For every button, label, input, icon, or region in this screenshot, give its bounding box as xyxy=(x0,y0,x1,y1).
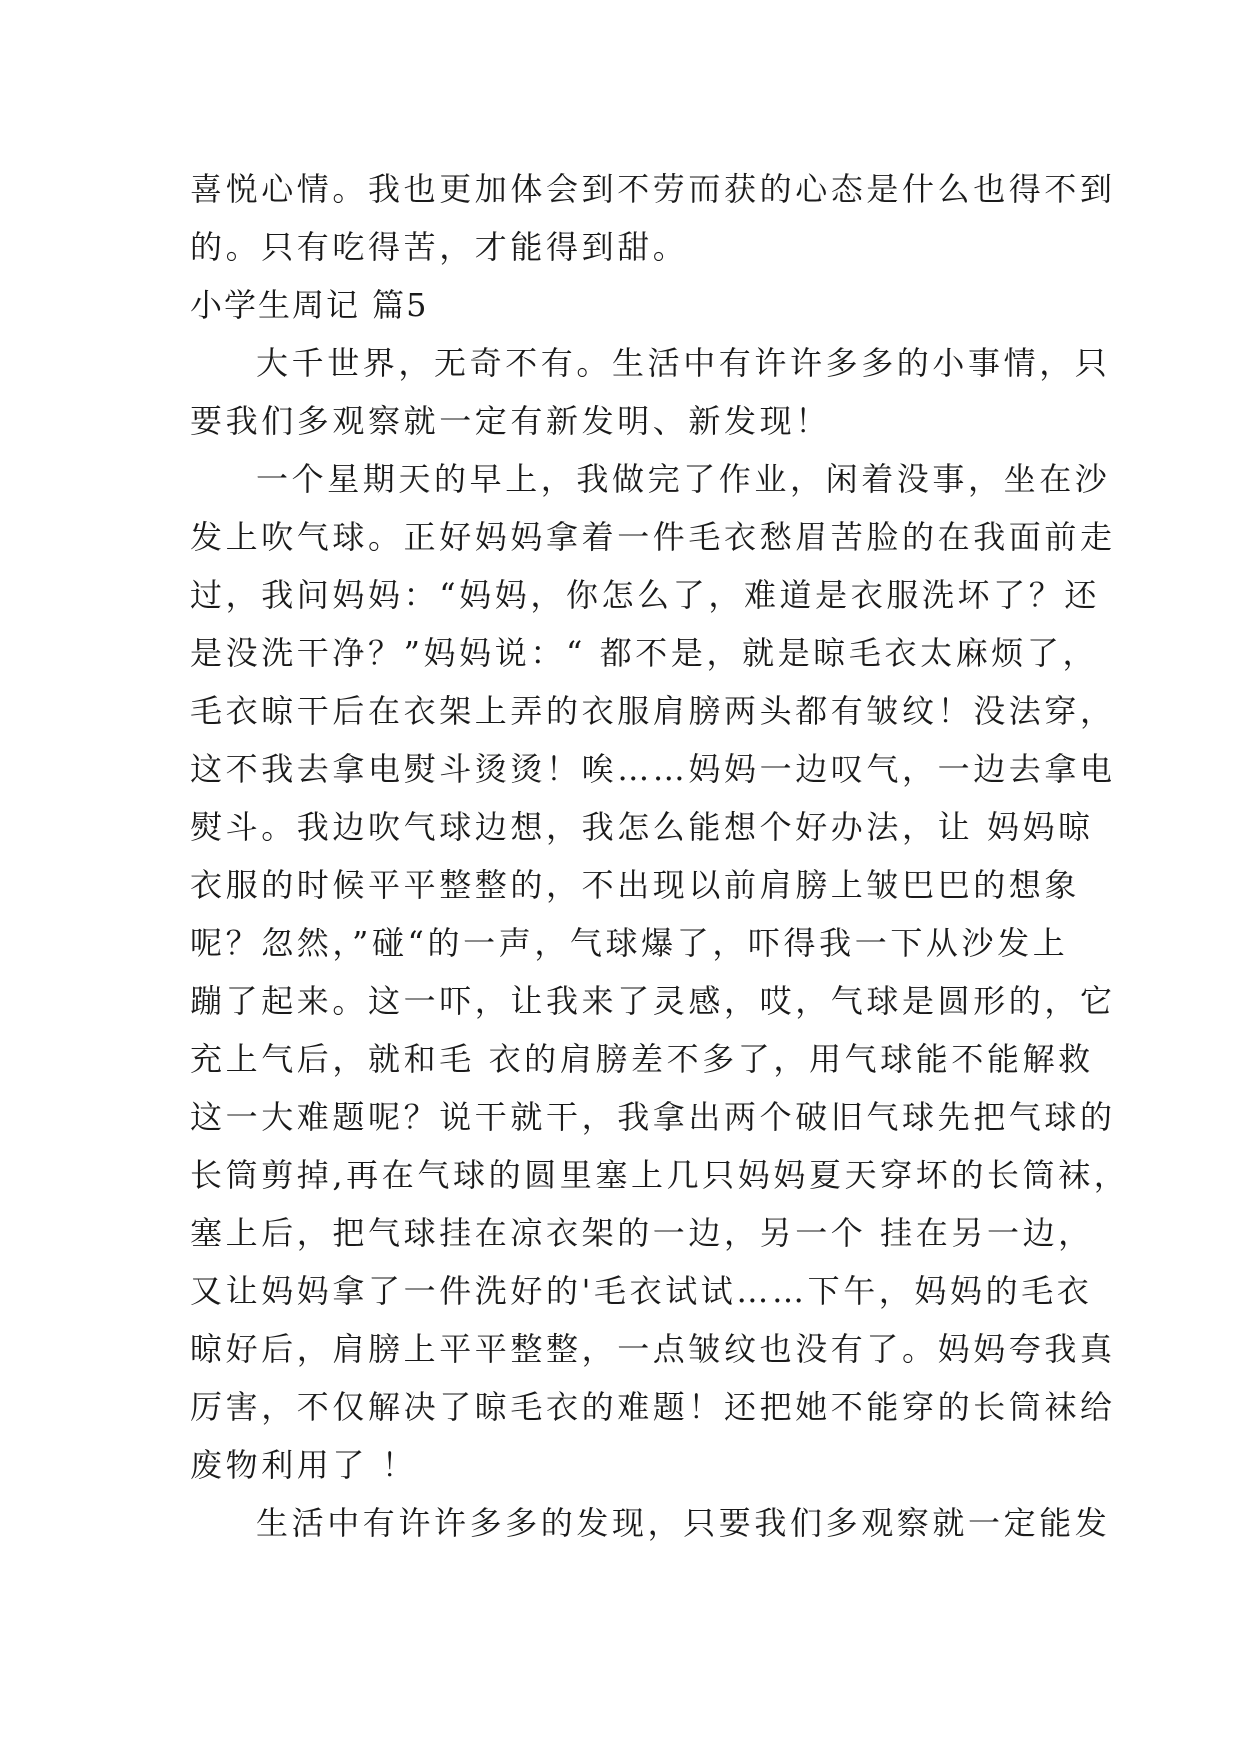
text-line: 是没洗干净？”妈妈说：“ 都不是，就是晾毛衣太麻烦了， xyxy=(190,634,1099,672)
text-line: 长筒剪掉,再在气球的圆里塞上几只妈妈夏天穿坏的长筒袜， xyxy=(190,1156,1130,1194)
text-line: 塞上后，把气球挂在凉衣架的一边，另一个 挂在另一边， xyxy=(190,1214,1094,1252)
text-line: 喜悦心情。我也更加体会到不劳而获的心态是什么也得不到 xyxy=(190,170,1116,208)
text-line: 毛衣晾干后在衣架上弄的衣服肩膀两头都有皱纹！没法穿， xyxy=(190,692,1116,730)
section-heading: 小学生周记 篇5 xyxy=(190,286,429,324)
text-line: 的。只有吃得苦，才能得到甜。 xyxy=(190,228,689,266)
text-line: 这一大难题呢？说干就干，我拿出两个破旧气球先把气球的 xyxy=(190,1098,1116,1136)
text-line: 熨斗。我边吹气球边想，我怎么能想个好办法，让 妈妈晾 xyxy=(190,808,1094,846)
document-body xyxy=(190,160,1130,1552)
text-line: 发上吹气球。正好妈妈拿着一件毛衣愁眉苦脸的在我面前走 xyxy=(190,518,1116,556)
text-line: 晾好后，肩膀上平平整整，一点皱纹也没有了。妈妈夸我真 xyxy=(190,1330,1116,1368)
text-line: 要我们多观察就一定有新发明、新发现！ xyxy=(190,402,831,440)
text-line: 厉害，不仅解决了晾毛衣的难题！还把她不能穿的长筒袜给 xyxy=(190,1388,1116,1426)
paragraph-first-line: 一个星期天的早上，我做完了作业，闲着没事，坐在沙 xyxy=(256,460,1111,498)
text-line: 充上气后，就和毛 衣的肩膀差不多了，用气球能不能解救 xyxy=(190,1040,1094,1078)
text-line: 废物利用了 ！ xyxy=(190,1446,418,1484)
text-line: 这不我去拿电熨斗烫烫！唉……妈妈一边叹气，一边去拿电 xyxy=(190,750,1116,788)
text-line: 呢？忽然，”碰“的一声，气球爆了，吓得我一下从沙发上 xyxy=(190,924,1069,962)
text-line: 又让妈妈拿了一件洗好的'毛衣试试……下午，妈妈的毛衣 xyxy=(190,1272,1093,1310)
text-line: 蹦了起来。这一吓，让我来了灵感，哎，气球是圆形的，它 xyxy=(190,982,1116,1020)
text-line: 衣服的时候平平整整的，不出现以前肩膀上皱巴巴的想象 xyxy=(190,866,1081,904)
paragraph-first-line: 生活中有许许多多的发现，只要我们多观察就一定能发 xyxy=(256,1504,1111,1542)
paragraph-first-line: 大千世界，无奇不有。生活中有许许多多的小事情，只 xyxy=(256,344,1111,382)
text-line: 过，我问妈妈：“妈妈，你怎么了，难道是衣服洗坏了？还 xyxy=(190,576,1100,614)
